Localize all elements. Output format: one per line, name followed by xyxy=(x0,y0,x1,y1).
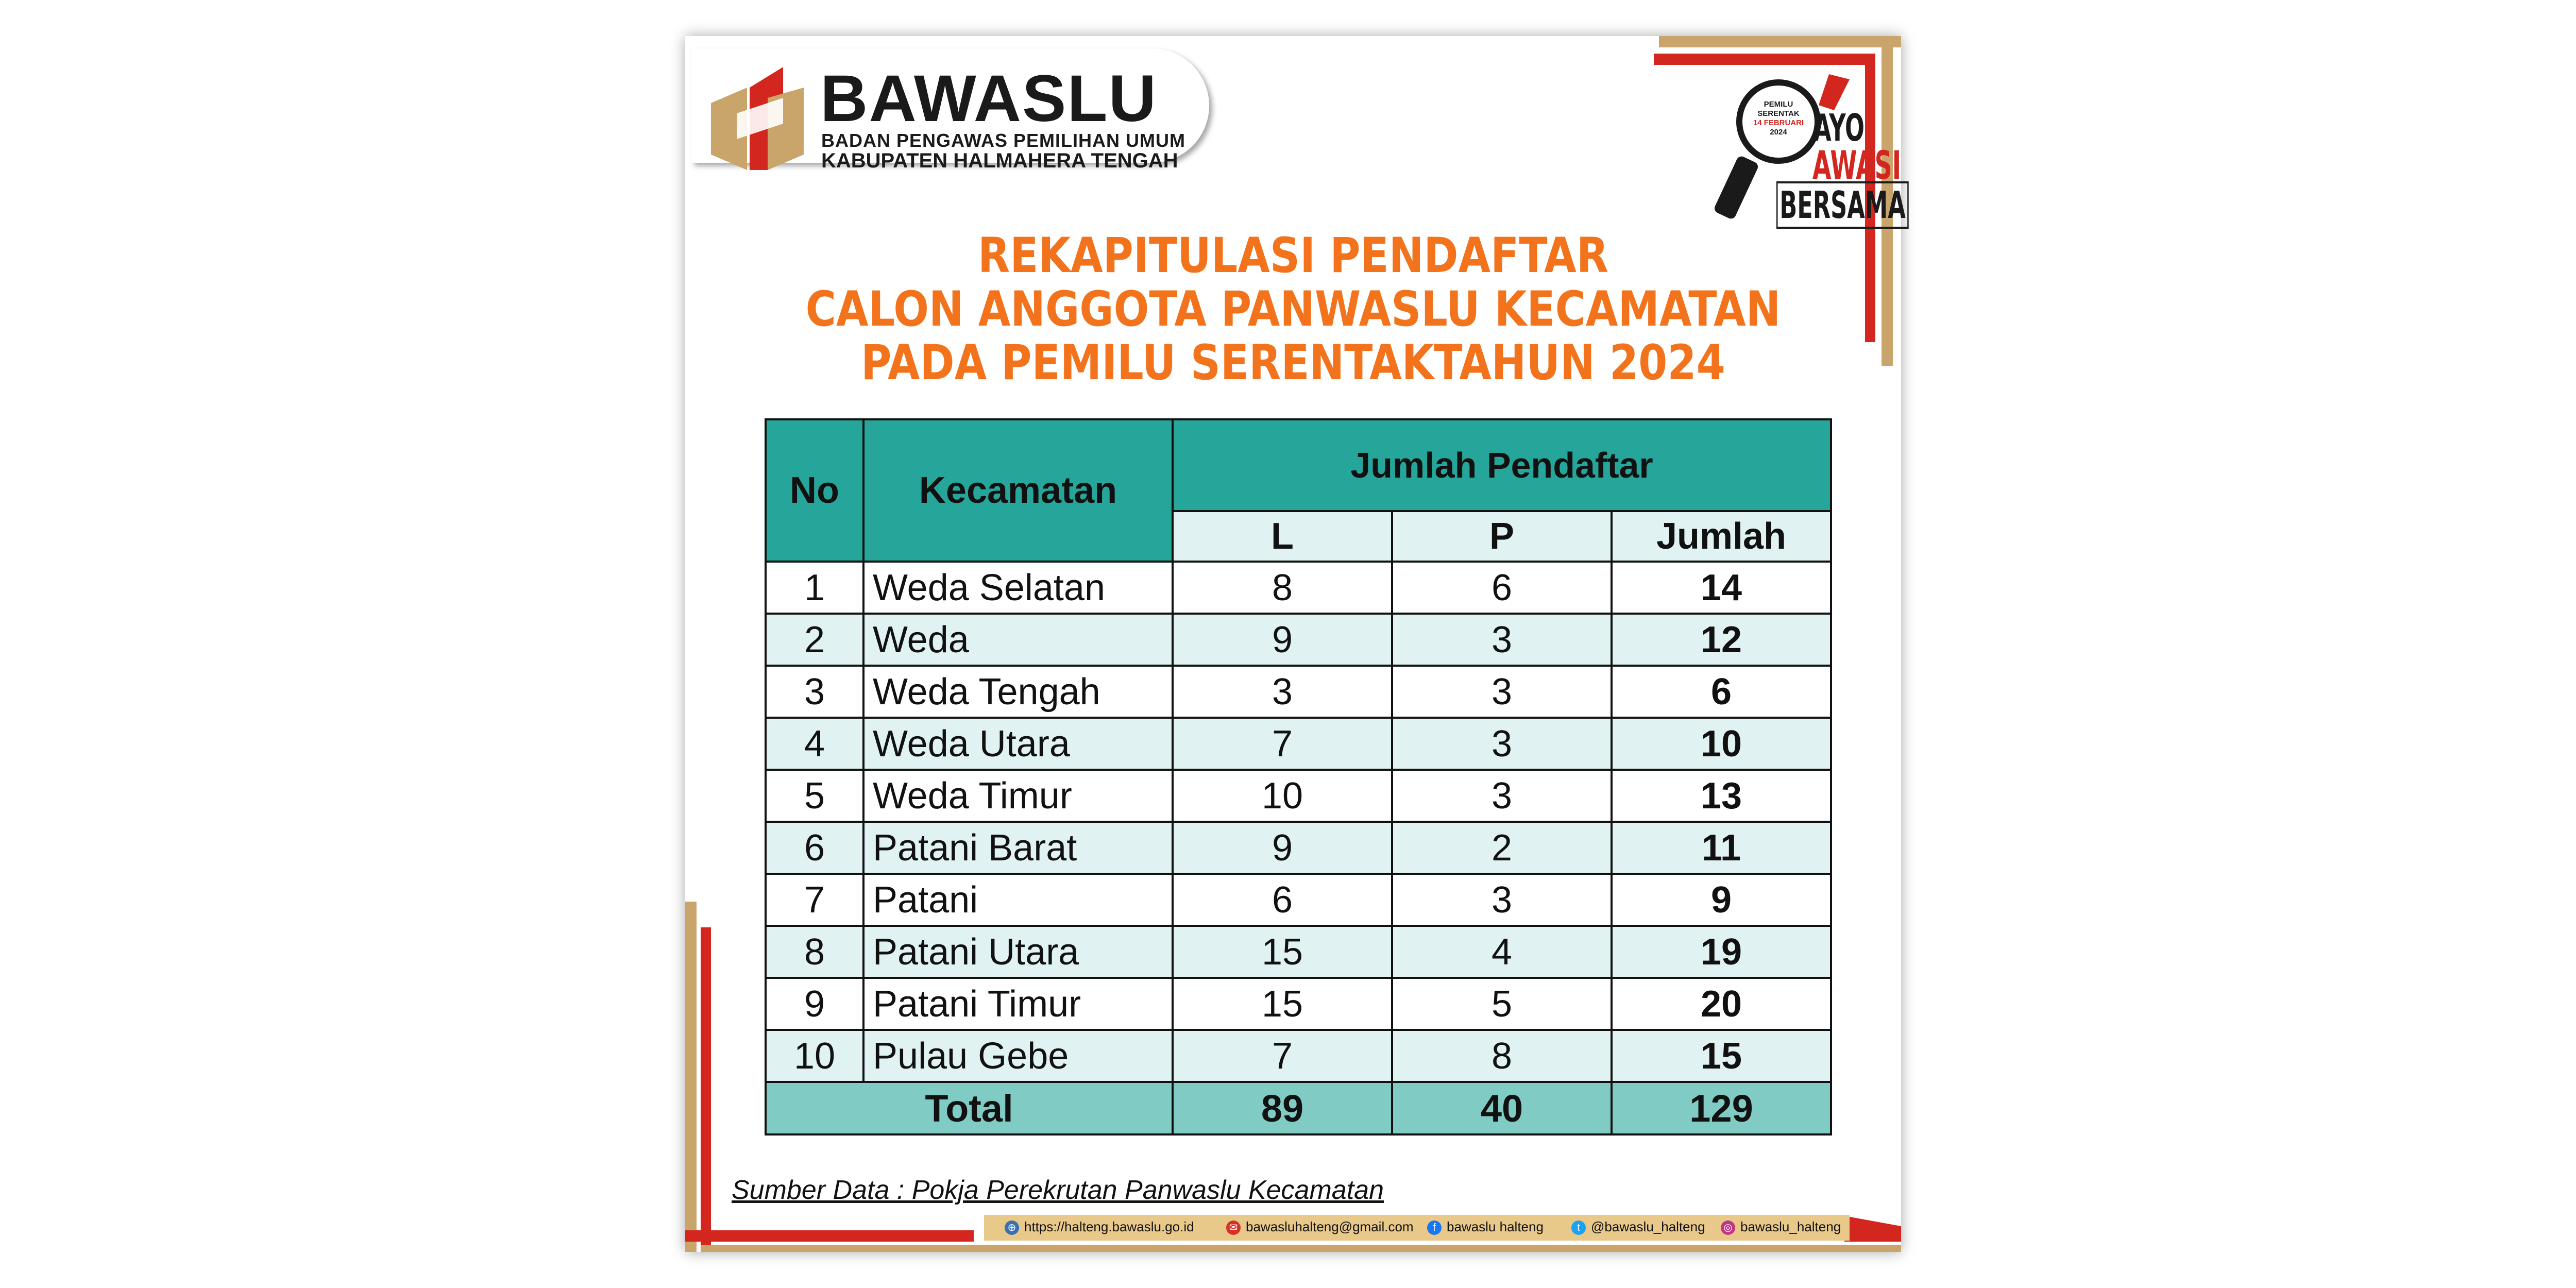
title-line-2: CALON ANGGOTA PANWASLU KECAMATAN xyxy=(805,281,1781,337)
badge-date: 14 FEBRUARI xyxy=(1753,118,1804,127)
cell-l: 9 xyxy=(1173,614,1392,666)
cell-jumlah: 19 xyxy=(1612,926,1831,978)
magnifier-icon xyxy=(1736,79,1821,164)
cell-p: 3 xyxy=(1392,614,1612,666)
footer-website: https://halteng.bawaslu.go.id xyxy=(1024,1219,1194,1234)
cell-kecamatan: Patani Timur xyxy=(863,978,1173,1030)
frame-bar-bottom-red xyxy=(685,1230,974,1242)
cell-p: 3 xyxy=(1392,770,1612,822)
total-label: Total xyxy=(766,1082,1173,1134)
cell-l: 7 xyxy=(1173,718,1392,770)
cell-no: 2 xyxy=(766,614,863,666)
footer-contact-bar xyxy=(984,1215,1850,1241)
twitter-icon: t xyxy=(1571,1221,1586,1235)
ayo-awasi-bersama-badge xyxy=(1736,74,1906,229)
footer-twitter: @bawaslu_halteng xyxy=(1591,1219,1705,1234)
table-row xyxy=(766,822,1831,874)
header-l: L xyxy=(1173,511,1392,562)
slogan-bersama: BERSAMA xyxy=(1776,181,1909,229)
cell-jumlah: 11 xyxy=(1612,822,1831,874)
globe-icon: ⊕ xyxy=(1005,1221,1019,1235)
cell-kecamatan: Weda Selatan xyxy=(863,562,1173,614)
cell-l: 7 xyxy=(1173,1030,1392,1082)
brand-name: BAWASLU xyxy=(820,62,1157,135)
badge-pemilu: PEMILU xyxy=(1764,100,1793,109)
cell-l: 6 xyxy=(1173,874,1392,926)
header-no: No xyxy=(766,419,863,562)
cell-p: 8 xyxy=(1392,1030,1612,1082)
title-line-1: REKAPITULASI PENDAFTAR xyxy=(977,228,1608,284)
mail-icon: ✉ xyxy=(1226,1221,1241,1235)
footer-website-item[interactable] xyxy=(1005,1219,1194,1235)
recap-table xyxy=(765,418,1832,1136)
instagram-icon: ◎ xyxy=(1721,1221,1735,1235)
cell-jumlah: 6 xyxy=(1612,666,1831,718)
cell-p: 6 xyxy=(1392,562,1612,614)
cell-no: 5 xyxy=(766,770,863,822)
cell-l: 3 xyxy=(1173,666,1392,718)
cell-p: 2 xyxy=(1392,822,1612,874)
cell-p: 3 xyxy=(1392,718,1612,770)
cell-no: 4 xyxy=(766,718,863,770)
cell-no: 3 xyxy=(766,666,863,718)
table-row xyxy=(766,874,1831,926)
footer-facebook-item[interactable] xyxy=(1427,1219,1544,1235)
total-l: 89 xyxy=(1173,1082,1392,1134)
cell-p: 4 xyxy=(1392,926,1612,978)
slogan-ayo: AYO xyxy=(1814,106,1865,149)
total-p: 40 xyxy=(1392,1082,1612,1134)
badge-serentak: SERENTAK xyxy=(1757,109,1800,118)
header-p: P xyxy=(1392,511,1612,562)
frame-bar-bottom-gold xyxy=(701,1245,1901,1252)
cell-kecamatan: Weda Tengah xyxy=(863,666,1173,718)
cell-no: 1 xyxy=(766,562,863,614)
header-jumlah-pendaftar: Jumlah Pendaftar xyxy=(1173,419,1831,511)
cell-jumlah: 10 xyxy=(1612,718,1831,770)
cell-no: 6 xyxy=(766,822,863,874)
bawaslu-logo-block xyxy=(691,48,1209,172)
cell-jumlah: 9 xyxy=(1612,874,1831,926)
slogan-awasi: AWASI xyxy=(1812,142,1902,188)
table-row xyxy=(766,666,1831,718)
brand-subtitle: BADAN PENGAWAS PEMILIHAN UMUM xyxy=(821,130,1186,151)
frame-bar-left-red xyxy=(701,927,711,1247)
header-jumlah: Jumlah xyxy=(1612,511,1831,562)
cell-no: 9 xyxy=(766,978,863,1030)
cell-l: 10 xyxy=(1173,770,1392,822)
corner-flag-shape xyxy=(1844,1206,1901,1242)
cell-kecamatan: Weda Timur xyxy=(863,770,1173,822)
frame-bar-left-gold xyxy=(685,902,697,1252)
cell-jumlah: 13 xyxy=(1612,770,1831,822)
footer-instagram-item[interactable] xyxy=(1721,1219,1841,1235)
table-row xyxy=(766,978,1831,1030)
frame-bar-top-red xyxy=(1654,54,1865,65)
table-row xyxy=(766,562,1831,614)
cell-no: 7 xyxy=(766,874,863,926)
cell-l: 9 xyxy=(1173,822,1392,874)
cell-p: 3 xyxy=(1392,874,1612,926)
bawaslu-emblem-icon xyxy=(706,67,809,175)
cell-jumlah: 20 xyxy=(1612,978,1831,1030)
infographic-poster xyxy=(685,36,1906,1252)
header-kecamatan: Kecamatan xyxy=(863,419,1173,562)
frame-bar-top-gold xyxy=(1659,36,1901,47)
table-row xyxy=(766,718,1831,770)
table-row xyxy=(766,614,1831,666)
cell-p: 3 xyxy=(1392,666,1612,718)
cell-l: 15 xyxy=(1173,978,1392,1030)
cell-no: 8 xyxy=(766,926,863,978)
cell-kecamatan: Pulau Gebe xyxy=(863,1030,1173,1082)
badge-year: 2024 xyxy=(1770,128,1787,137)
footer-facebook: bawaslu halteng xyxy=(1447,1219,1544,1234)
total-jumlah: 129 xyxy=(1612,1082,1831,1134)
cell-l: 15 xyxy=(1173,926,1392,978)
table-row xyxy=(766,1030,1831,1082)
facebook-icon: f xyxy=(1427,1221,1442,1235)
total-row xyxy=(766,1082,1831,1134)
title-line-3: PADA PEMILU SERENTAKTAHUN 2024 xyxy=(861,335,1725,391)
magnifier-handle-icon xyxy=(1713,155,1760,220)
cell-jumlah: 12 xyxy=(1612,614,1831,666)
footer-instagram: bawaslu_halteng xyxy=(1740,1219,1841,1234)
source-note: Sumber Data : Pokja Perekrutan Panwaslu Kecamatan xyxy=(732,1175,1384,1205)
cell-kecamatan: Patani Utara xyxy=(863,926,1173,978)
cell-kecamatan: Weda Utara xyxy=(863,718,1173,770)
cell-jumlah: 15 xyxy=(1612,1030,1831,1082)
cell-kecamatan: Weda xyxy=(863,614,1173,666)
cell-kecamatan: Patani xyxy=(863,874,1173,926)
cell-no: 10 xyxy=(766,1030,863,1082)
cell-kecamatan: Patani Barat xyxy=(863,822,1173,874)
footer-email: bawasluhalteng@gmail.com xyxy=(1246,1219,1414,1234)
table-row xyxy=(766,770,1831,822)
brand-region: KABUPATEN HALMAHERA TENGAH xyxy=(821,149,1178,172)
cell-p: 5 xyxy=(1392,978,1612,1030)
footer-twitter-item[interactable] xyxy=(1571,1219,1705,1235)
cell-jumlah: 14 xyxy=(1612,562,1831,614)
table-row xyxy=(766,926,1831,978)
cell-l: 8 xyxy=(1173,562,1392,614)
footer-email-item[interactable] xyxy=(1226,1219,1414,1235)
